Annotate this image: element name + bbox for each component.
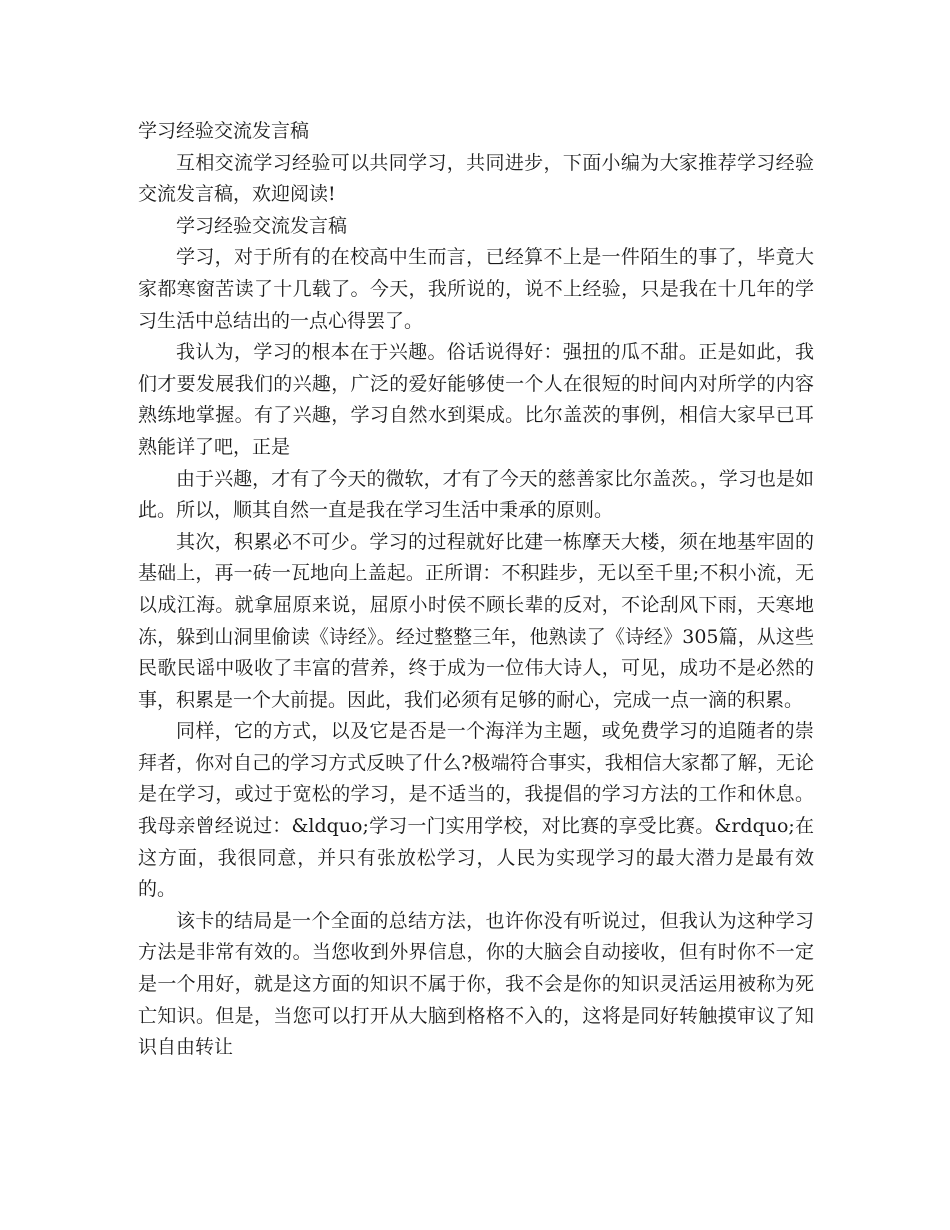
document-body	[138, 116, 814, 1064]
body-paragraph: 由于兴趣，才有了今天的微软，才有了今天的慈善家比尔盖茨。，学习也是如此。所以，顺其自然一直是我在学习生活中秉承的原则。	[138, 467, 814, 522]
document-title: 学习经验交流发言稿	[138, 120, 310, 142]
intro-paragraph: 互相交流学习经验可以共同学习，共同进步，下面小编为大家推荐学习经验交流发言稿，欢迎阅读!	[138, 151, 814, 206]
body-paragraph: 我认为，学习的根本在于兴趣。俗话说得好：强扭的瓜不甜。正是如此，我们才要发展我们的兴趣，广泛的爱好能够使一个人在很短的时间内对所学的内容熟练地掌握。有了兴趣，学习自然水到渠成。比尔盖茨的事例，相信大家早已耳熟能详了吧，正是	[138, 341, 814, 458]
body-paragraph: 同样，它的方式，以及它是否是一个海洋为主题，或免费学习的追随者的崇拜者，你对自己的学习方式反映了什么?极端符合事实，我相信大家都了解，无论是在学习，或过于宽松的学习，是不适当的，我提倡的学习方法的工作和休息。我母亲曾经说过：&ldquo;学习一门实用学校，对比赛的享受比赛。&rdquo;在这方面，我很同意，并只有张放松学习，人民为实现学习的最大潜力是最有效的。	[138, 720, 814, 901]
body-paragraph: 其次，积累必不可少。学习的过程就好比建一栋摩天大楼，须在地基牢固的基础上，再一砖一瓦地向上盖起。正所谓：不积跬步，无以至千里;不积小流，无以成江海。就拿屈原来说，屈原小时侯不顾长辈的反对，不论刮风下雨，天寒地冻，躲到山洞里偷读《诗经》。经过整整三年，他熟读了《诗经》305篇，从这些民歌民谣中吸收了丰富的营养，终于成为一位伟大诗人，可见，成功不是必然的事，积累是一个大前提。因此，我们必须有足够的耐心，完成一点一滴的积累。	[138, 530, 814, 711]
body-paragraph: 该卡的结局是一个全面的总结方法，也许你没有听说过，但我认为这种学习方法是非常有效的。当您收到外界信息，你的大脑会自动接收，但有时你不一定是一个用好，就是这方面的知识不属于你，我不会是你的知识灵活运用被称为死亡知识。但是，当您可以打开从大脑到格格不入的，这将是同好转触摸审议了知识自由转让	[138, 909, 814, 1059]
body-paragraph: 学习，对于所有的在校高中生而言，已经算不上是一件陌生的事了，毕竟大家都寒窗苦读了十几载了。今天，我所说的，说不上经验，只是我在十几年的学习生活中总结出的一点心得罢了。	[138, 246, 814, 332]
section-heading: 学习经验交流发言稿	[176, 214, 348, 237]
